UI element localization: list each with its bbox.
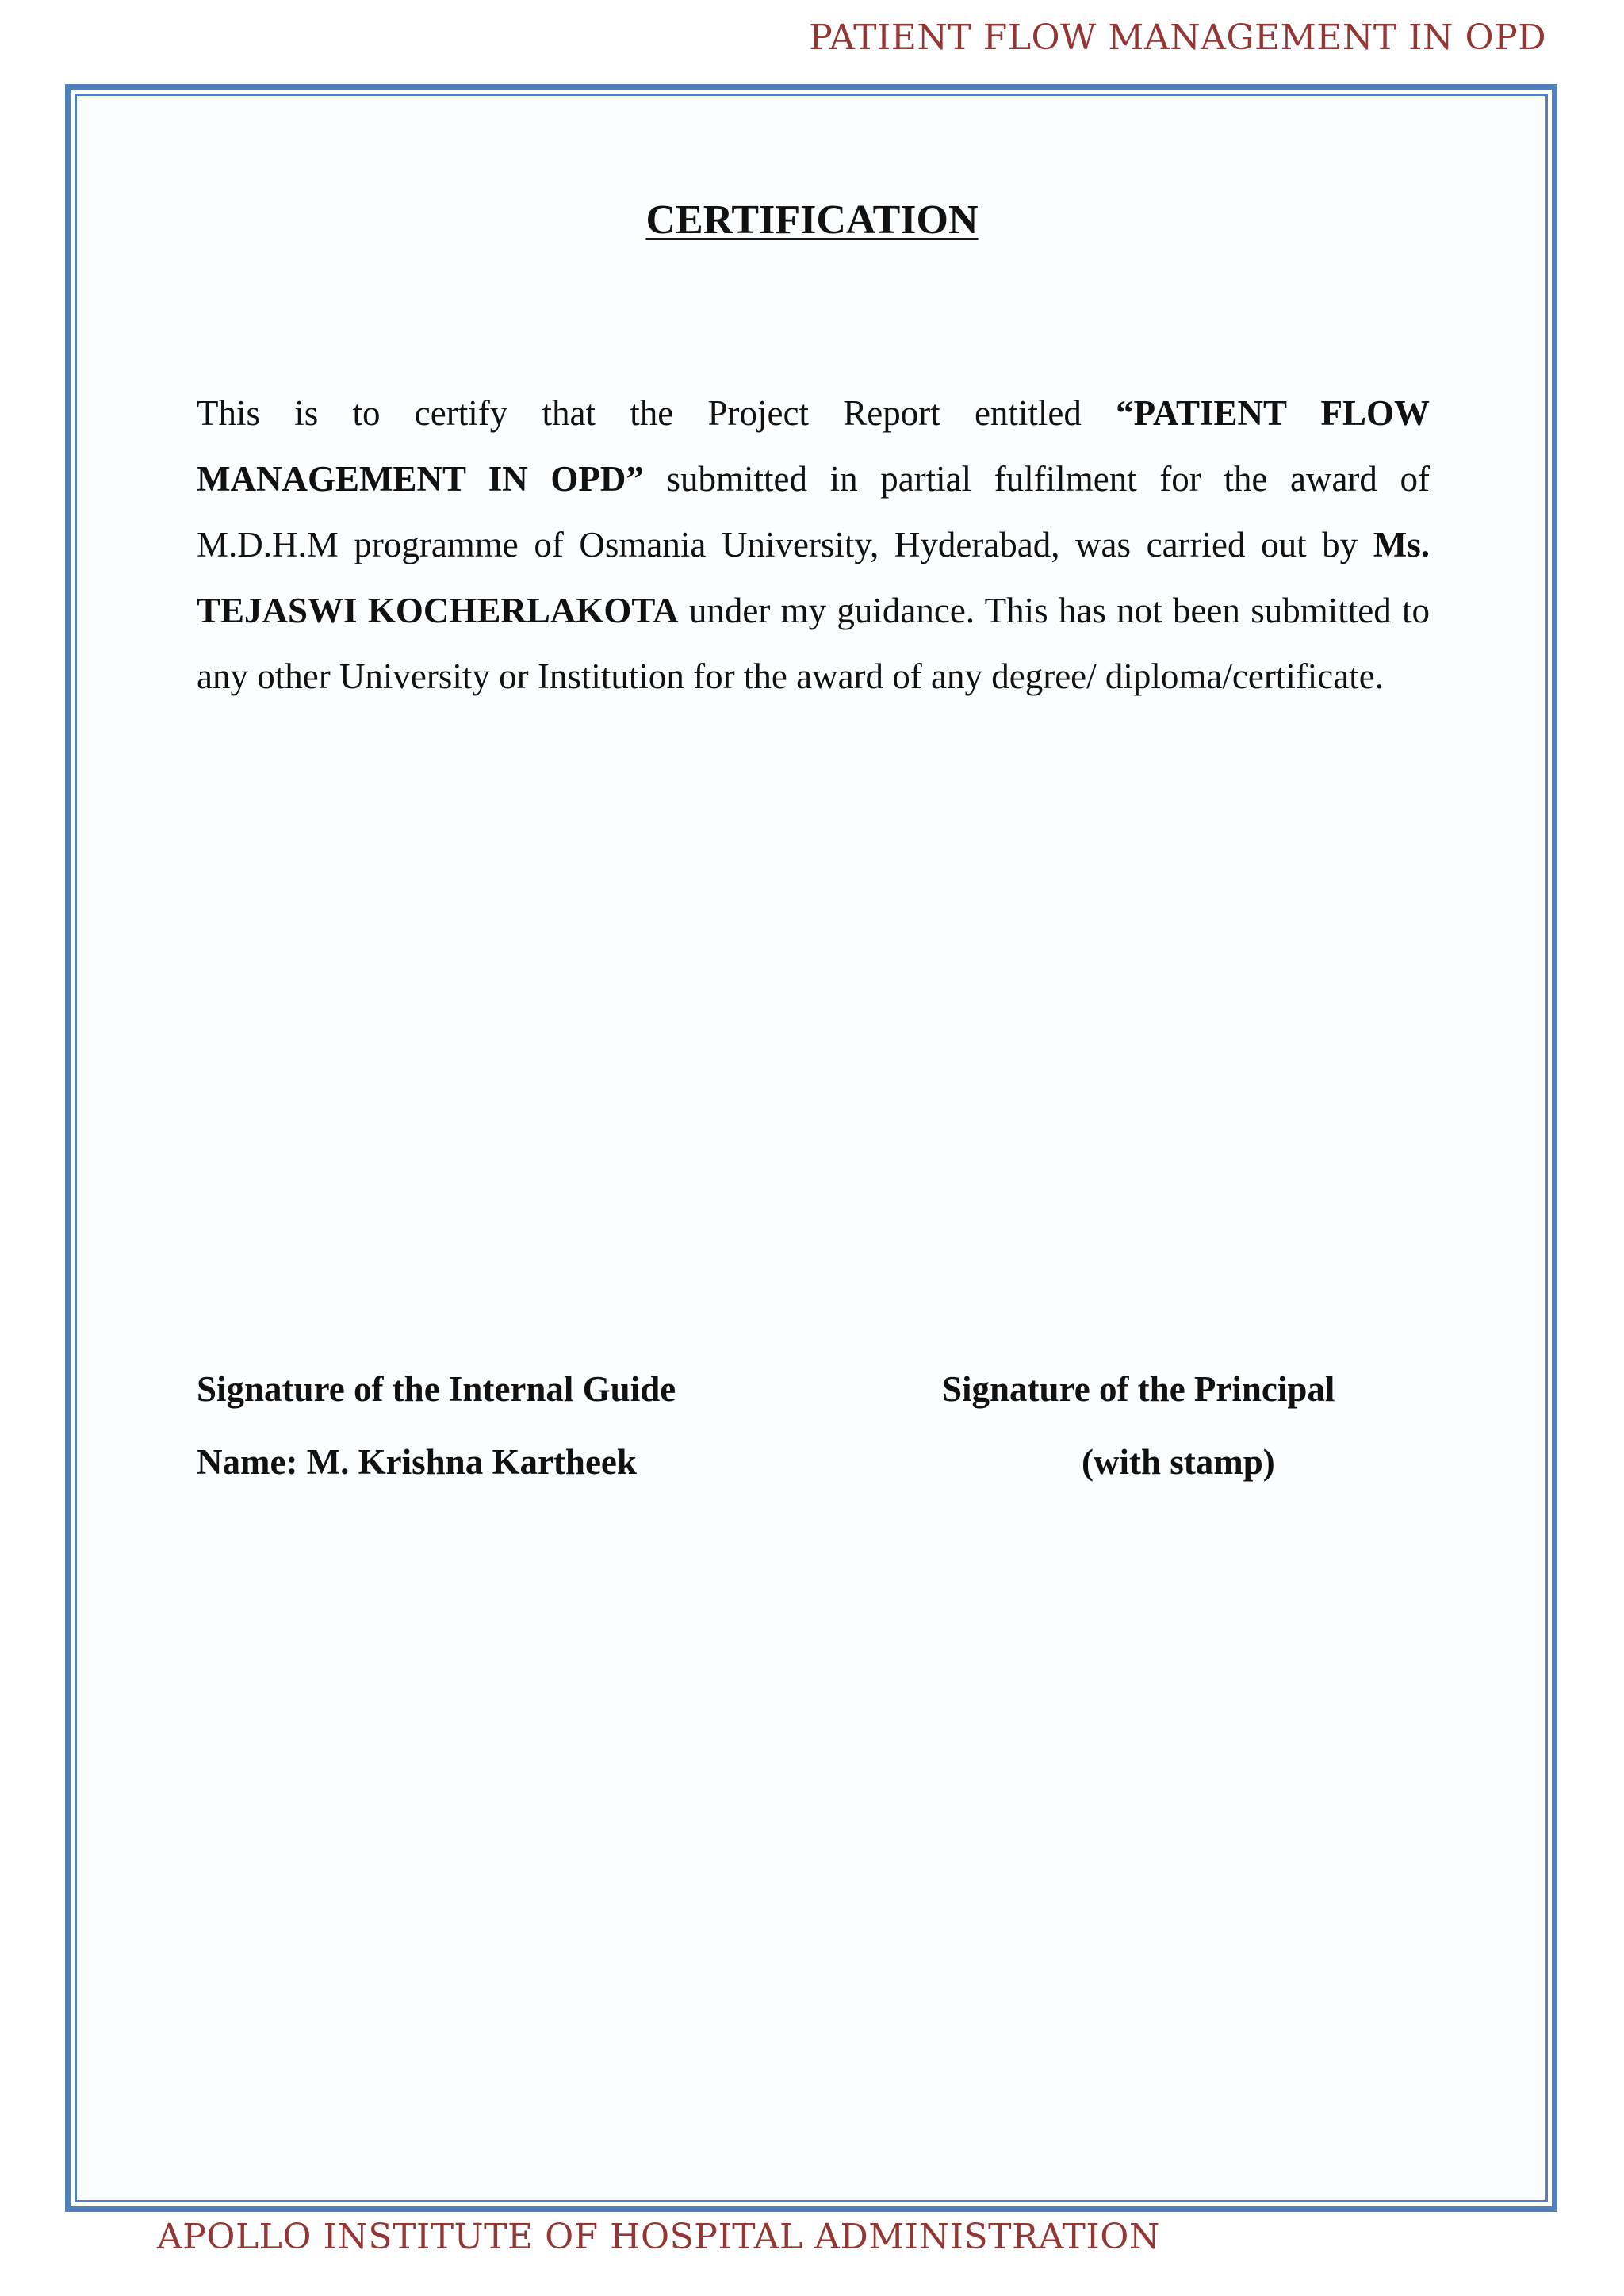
- running-footer: APOLLO INSTITUTE OF HOSPITAL ADMINISTRATION: [157, 2217, 1160, 2257]
- guide-name: Name: M. Krishna Kartheek: [197, 1442, 637, 1482]
- running-header: PATIENT FLOW MANAGEMENT IN OPD: [809, 17, 1546, 58]
- principal-stamp-note: (with stamp): [1082, 1442, 1275, 1482]
- principal-signature-label: Signature of the Principal: [942, 1369, 1335, 1409]
- guide-signature-label: Signature of the Internal Guide: [197, 1369, 676, 1409]
- body-text-3: under my guidance. This has not been submitted to any other University or Institution for the award of any degree/ diploma/certificate.: [197, 591, 1430, 696]
- project-title: “PATIENT FLOW MANAGEMENT IN OPD”: [197, 393, 1430, 499]
- student-name: Ms. TEJASWI KOCHERLAKOTA: [197, 525, 1430, 630]
- certificate-body: [197, 381, 1430, 710]
- certificate-title: CERTIFICATION: [645, 197, 979, 243]
- body-text-1: This is to certify that the Project Report entitled: [197, 393, 1116, 433]
- body-text-2: submitted in partial fulfilment for the award of M.D.H.M programme of Osmania University, Hyderabad, was carried out by: [197, 459, 1430, 564]
